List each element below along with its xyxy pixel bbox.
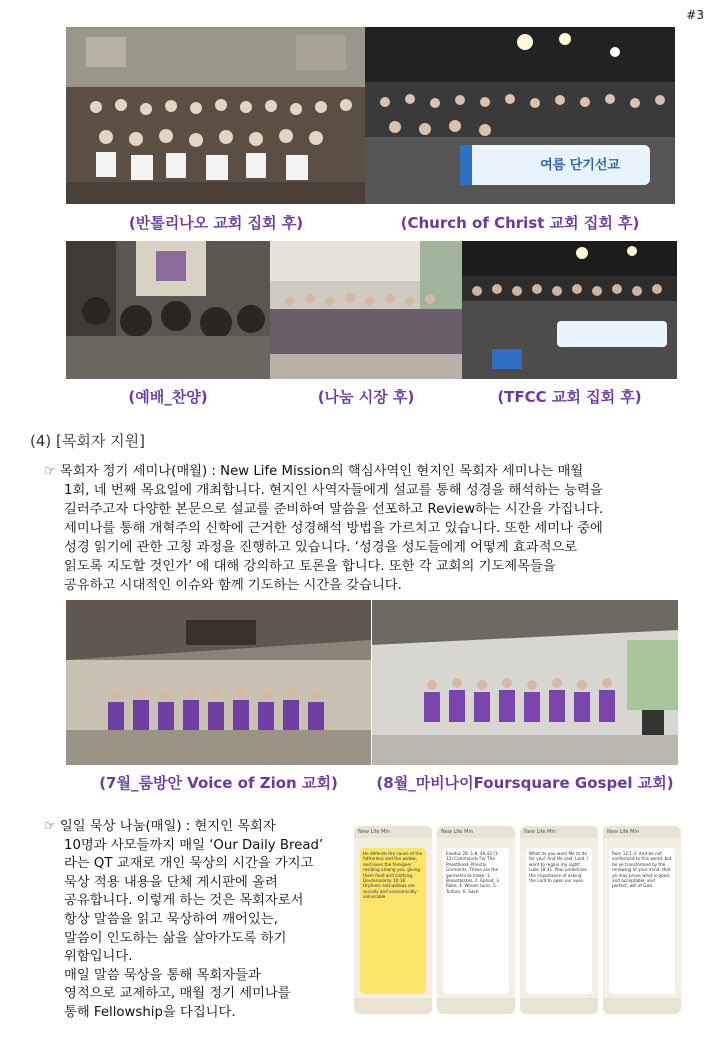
seminar-line-4: 세미나를 통해 개혁주의 신학에 근거한 성경해석 방법을 가르치고 있습니다. 또한 세미나 중에	[64, 521, 603, 536]
devotion-line-8: 위함입니다.	[64, 949, 133, 965]
caption-tfcc: (TFCC 교회 집회 후)	[497, 388, 642, 406]
chat-input-bar	[437, 998, 515, 1014]
caption-bantolinao: (반톨리나오 교회 집회 후)	[128, 214, 304, 232]
photo-foursquare-gospel	[372, 600, 678, 765]
seminar-line-7: 공유하고 시대적인 이슈와 함께 기도하는 시간을 갖습니다.	[64, 578, 402, 593]
seminar-line-3: 길러주고자 다양한 본문으로 설교를 준비하여 말씀을 선포하고 Review하는 시간을 가집니다.	[64, 502, 604, 517]
devotion-line-9: 매일 말씀 묵상을 통해 목회자들과	[64, 967, 261, 983]
photo-bantolinao-church	[66, 27, 366, 204]
devotion-line-7: 말씀이 인도하는 삶을 살아가도록 하기	[64, 930, 287, 946]
chat-header: New Life Min	[603, 826, 681, 838]
chat-screenshot-2	[437, 826, 515, 1014]
chat-header: New Life Min	[437, 826, 515, 838]
devotion-line-6: 항상 말씀을 읽고 묵상하여 깨어있는,	[64, 911, 278, 927]
chat-input-bar	[354, 998, 432, 1014]
caption-sharing-market: (나눔 시장 후)	[317, 388, 415, 406]
devotion-line-11: 통해 Fellowship을 다집니다.	[64, 1004, 236, 1020]
caption-church-of-christ: (Church of Christ 교회 집회 후)	[400, 214, 640, 232]
photo-worship-praise	[66, 241, 270, 379]
devotion-line-1: 일일 묵상 나눔(매일) : 현지인 목회자	[59, 819, 276, 834]
photo-sharing-market	[270, 241, 462, 379]
chat-message: Rom 12:1-2. And be not conformed to this world: but be ye transformed by the renewing of your mind, that ye may prove what is good, and acceptable, and perfect, will of God.	[609, 848, 675, 994]
banner-text: 여름 단기선교	[540, 158, 620, 173]
chat-message: What do you want Me to do for you? And He said, Lord, I want to regain my sight! Luke 18:41. Paul underlines the importance of asking the Lord to open our eyes.	[526, 848, 592, 994]
devotion-paragraph	[44, 818, 354, 1023]
photo-tfcc-church	[462, 241, 677, 379]
section-title: (4) [목회자 지원]	[30, 432, 145, 450]
caption-foursquare: (8월_마비나이Foursquare Gospel 교회)	[376, 774, 674, 792]
chat-header: New Life Min	[520, 826, 598, 838]
devotion-line-4: 묵상 적용 내용을 단체 게시판에 올려	[64, 874, 278, 890]
photo-church-of-christ	[365, 27, 675, 204]
page-number: #3	[686, 8, 704, 22]
chat-message: Exodus 28: 1-8, 40,43 (1-12) Commands For The Priesthood. Priestly Garments. These are the garments to make: 1. Breastplates, 2. Ephod, 3. Robe, 4. Woven tunic, 5. Turban, 6. Sash.	[443, 848, 509, 994]
seminar-line-5: 성경 읽기에 관한 고칭 과정을 진행하고 있습니다. ‘성경을 성도들에게 어떻게 효과적으로	[64, 540, 578, 555]
chat-input-bar	[603, 998, 681, 1014]
chat-input-bar	[520, 998, 598, 1014]
chat-message: He defends the cause of the fatherless and the widow, and loves the foreigner residing among you, giving them food and clothing. Deuteronomy 10:18. Orphans and widows are socially and economically vulnerable.	[360, 848, 426, 994]
caption-voice-of-zion: (7월_룸방안 Voice of Zion 교회)	[99, 774, 338, 792]
caption-worship: (예배_찬양)	[128, 388, 208, 406]
pointing-hand-icon: ☞	[44, 464, 56, 479]
photo-voice-of-zion	[66, 600, 371, 765]
chat-screenshot-4	[603, 826, 681, 1014]
devotion-line-2: 10명과 사모들까지 매일 ‘Our Daily Bread’	[64, 837, 324, 853]
devotion-line-3: 라는 QT 교재로 개인 묵상의 시간을 가지고	[64, 856, 314, 872]
chat-screenshot-1	[354, 826, 432, 1014]
chat-header: New Life Min	[354, 826, 432, 838]
pointing-hand-icon-2: ☞	[44, 819, 56, 834]
chat-screenshot-3	[520, 826, 598, 1014]
seminar-paragraph	[44, 462, 684, 595]
devotion-line-10: 영적으로 교제하고, 매월 정기 세미나를	[64, 986, 291, 1002]
seminar-line-6: 읽도록 지도할 것인가’ 에 대해 강의하고 토론을 합니다. 또한 각 교회의 기도제목들을	[64, 559, 556, 574]
devotion-line-5: 공유합니다. 이렇게 하는 것은 목회자로서	[64, 893, 304, 909]
seminar-line-2: 1회, 네 번째 목요일에 개최합니다. 현지인 사역자들에게 설교를 통해 성경을 해석하는 능력을	[64, 483, 603, 498]
seminar-line-1: 목회자 정기 세미나(매월) : New Life Mission의 핵심사역인 현지인 목회자 세미나는 매월	[59, 464, 584, 479]
